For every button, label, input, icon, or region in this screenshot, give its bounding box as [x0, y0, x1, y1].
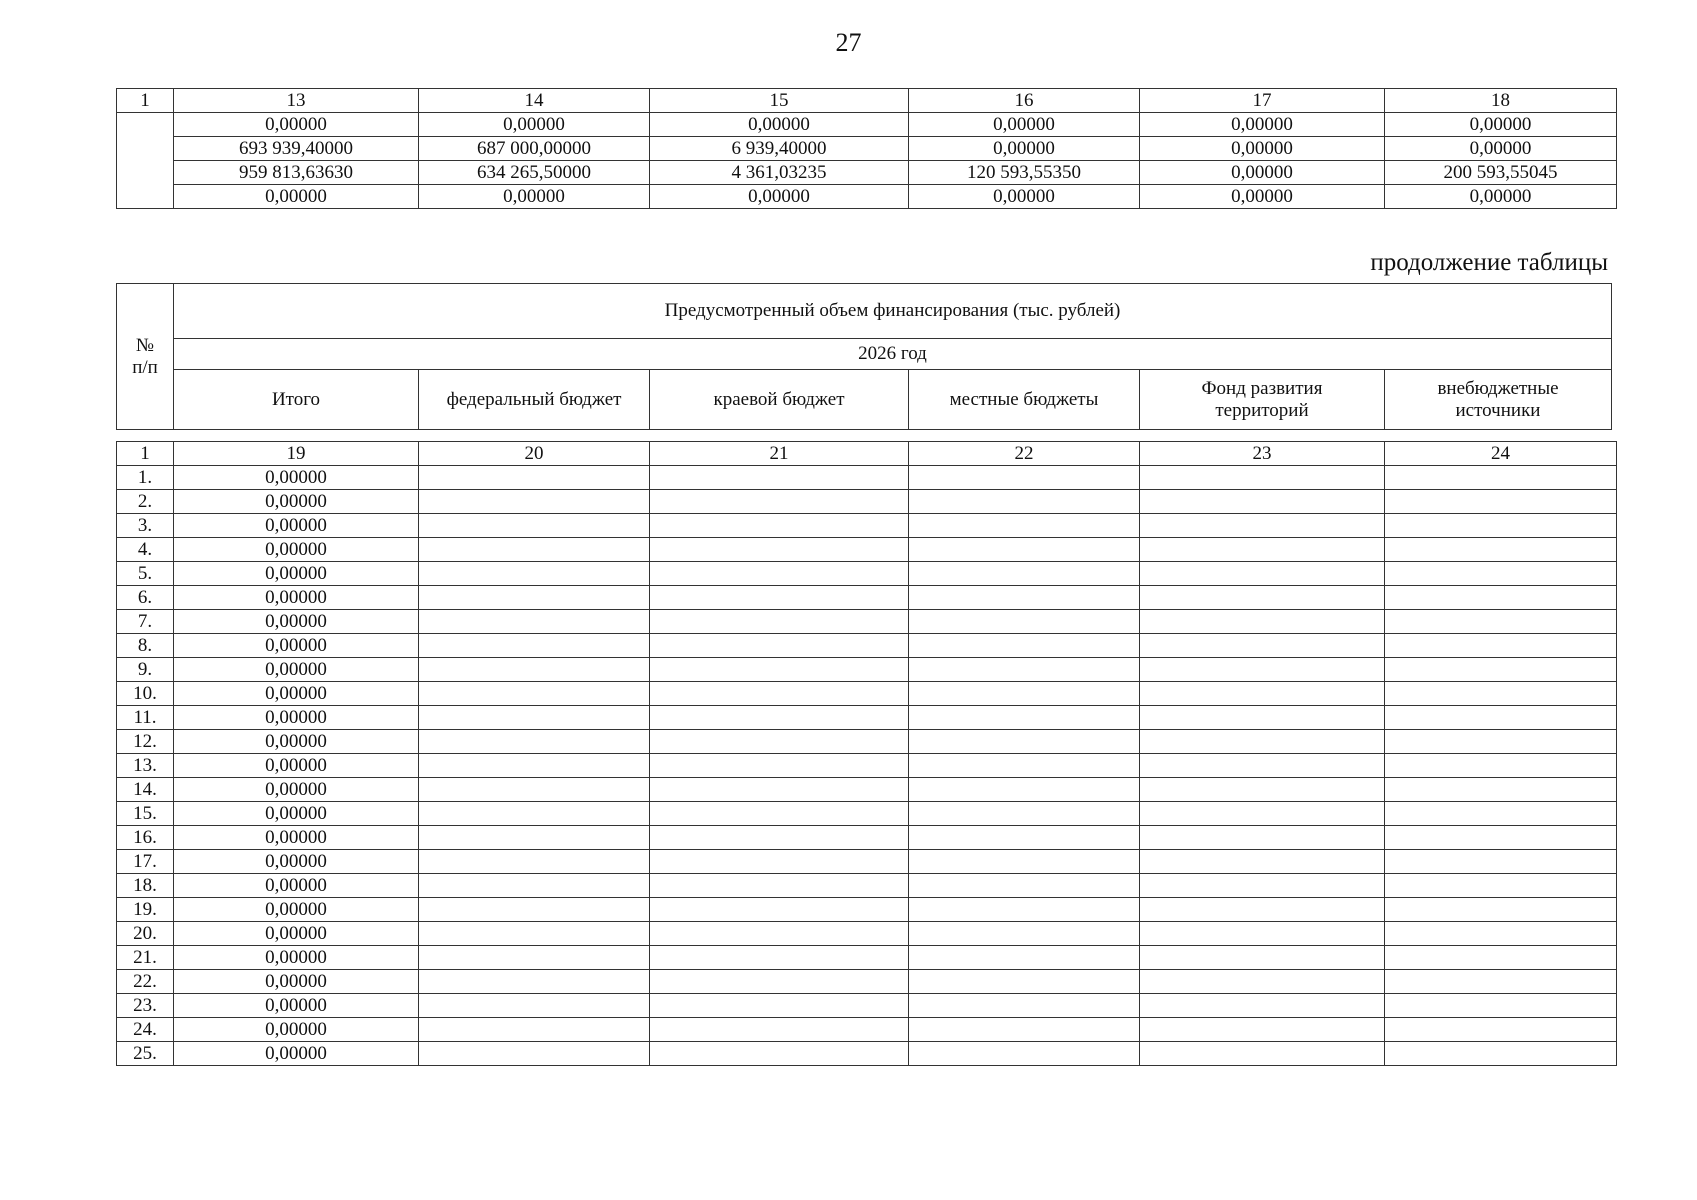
- table-cell: [650, 1018, 909, 1042]
- table-cell: [650, 826, 909, 850]
- table-cell: [1140, 826, 1385, 850]
- total-cell: 0,00000: [174, 610, 419, 634]
- row-number-cell: 2.: [117, 490, 174, 514]
- table-cell: [419, 970, 650, 994]
- table-cell: [1140, 922, 1385, 946]
- table-cell: 200 593,55045: [1385, 161, 1617, 185]
- table-cell: [419, 610, 650, 634]
- column-number-cell: 17: [1140, 89, 1385, 113]
- table-cell: [909, 466, 1140, 490]
- table-cell: [1140, 706, 1385, 730]
- table-cell: [909, 490, 1140, 514]
- table-cell: [650, 490, 909, 514]
- table-cell: [650, 946, 909, 970]
- column-number-cell: 1: [117, 442, 174, 466]
- table-row: [117, 586, 1617, 610]
- table-cell: [909, 1042, 1140, 1066]
- total-cell: 0,00000: [174, 538, 419, 562]
- total-cell: 0,00000: [174, 826, 419, 850]
- table-cell: 634 265,50000: [419, 161, 650, 185]
- table-cell: [650, 706, 909, 730]
- table-cell: [1385, 802, 1617, 826]
- total-cell: 0,00000: [174, 802, 419, 826]
- table-cell: [419, 466, 650, 490]
- table-cell: [1385, 538, 1617, 562]
- table-cell: [1140, 1042, 1385, 1066]
- table-cell: [650, 898, 909, 922]
- table-row: [117, 754, 1617, 778]
- table-cell: 0,00000: [174, 185, 419, 209]
- table-cell: 120 593,55350: [909, 161, 1140, 185]
- table-cell: [1385, 1042, 1617, 1066]
- table-row: [117, 562, 1617, 586]
- table-row: [117, 610, 1617, 634]
- table-cell: [909, 802, 1140, 826]
- funding-columns-row: [117, 370, 1612, 430]
- table-cell: 6 939,40000: [650, 137, 909, 161]
- table-cell: [1140, 1018, 1385, 1042]
- table-cell: [1140, 610, 1385, 634]
- table-cell: [419, 514, 650, 538]
- table-cell: [419, 994, 650, 1018]
- table-cell: 0,00000: [1140, 137, 1385, 161]
- table-row: [117, 113, 1617, 137]
- table-cell: [1140, 562, 1385, 586]
- row-number-cell: 9.: [117, 658, 174, 682]
- row-number-cell: 20.: [117, 922, 174, 946]
- table-cell: [909, 538, 1140, 562]
- total-cell: 0,00000: [174, 1018, 419, 1042]
- top-table: [116, 88, 1617, 209]
- table-cell: 0,00000: [1385, 137, 1617, 161]
- table-row: [117, 922, 1617, 946]
- table-row: [117, 161, 1617, 185]
- continuation-label: продолжение таблицы: [1370, 249, 1608, 276]
- table-cell: [909, 778, 1140, 802]
- table-cell: [650, 610, 909, 634]
- table-cell: [419, 562, 650, 586]
- table-row: [117, 970, 1617, 994]
- table-cell: [419, 706, 650, 730]
- table-row: [117, 538, 1617, 562]
- funding-column-header: местные бюджеты: [909, 370, 1140, 430]
- table-cell: [1385, 514, 1617, 538]
- column-number-cell: 24: [1385, 442, 1617, 466]
- table-cell: [1140, 466, 1385, 490]
- table-cell: [909, 514, 1140, 538]
- row-number-cell: 23.: [117, 994, 174, 1018]
- table-cell: [1385, 490, 1617, 514]
- table-cell: [909, 922, 1140, 946]
- table-cell: [1385, 850, 1617, 874]
- table-row: [117, 466, 1617, 490]
- table-cell: 0,00000: [1385, 185, 1617, 209]
- table-row: [117, 514, 1617, 538]
- table-cell: [909, 826, 1140, 850]
- table-row: [117, 682, 1617, 706]
- total-cell: 0,00000: [174, 490, 419, 514]
- table-cell: [419, 754, 650, 778]
- table-row: [117, 634, 1617, 658]
- table-cell: 693 939,40000: [174, 137, 419, 161]
- table-cell: [1385, 682, 1617, 706]
- merged-number-cell: [117, 113, 174, 209]
- total-cell: 0,00000: [174, 586, 419, 610]
- row-number-cell: 11.: [117, 706, 174, 730]
- table-cell: [1140, 850, 1385, 874]
- column-number-cell: 21: [650, 442, 909, 466]
- table-cell: [419, 1018, 650, 1042]
- total-cell: 0,00000: [174, 754, 419, 778]
- total-cell: 0,00000: [174, 850, 419, 874]
- table-cell: [1140, 538, 1385, 562]
- table-cell: [650, 562, 909, 586]
- header-table: [116, 283, 1612, 430]
- table-cell: [1140, 802, 1385, 826]
- table-row: [117, 137, 1617, 161]
- table-cell: [1140, 634, 1385, 658]
- table-cell: [419, 874, 650, 898]
- column-number-cell: 19: [174, 442, 419, 466]
- table-cell: [650, 922, 909, 946]
- row-number-cell: 13.: [117, 754, 174, 778]
- table-cell: [1385, 778, 1617, 802]
- table-cell: [1385, 730, 1617, 754]
- table-cell: [1385, 994, 1617, 1018]
- table-cell: [1385, 562, 1617, 586]
- funding-column-header: краевой бюджет: [650, 370, 909, 430]
- table-cell: [1140, 730, 1385, 754]
- funding-column-header: Итого: [174, 370, 419, 430]
- table-cell: [1385, 658, 1617, 682]
- table-cell: [650, 586, 909, 610]
- table-cell: [1140, 994, 1385, 1018]
- row-number-cell: 8.: [117, 634, 174, 658]
- table-row: [117, 490, 1617, 514]
- total-cell: 0,00000: [174, 922, 419, 946]
- table-cell: [650, 994, 909, 1018]
- table-row: [117, 730, 1617, 754]
- row-number-cell: 24.: [117, 1018, 174, 1042]
- column-number-cell: 13: [174, 89, 419, 113]
- table-cell: [909, 658, 1140, 682]
- total-cell: 0,00000: [174, 514, 419, 538]
- row-number-cell: 12.: [117, 730, 174, 754]
- table-cell: [1140, 754, 1385, 778]
- table-cell: [650, 730, 909, 754]
- table-cell: [1140, 658, 1385, 682]
- row-number-cell: 7.: [117, 610, 174, 634]
- row-number-cell: 21.: [117, 946, 174, 970]
- table-cell: [1385, 970, 1617, 994]
- row-number-cell: 6.: [117, 586, 174, 610]
- funding-column-header: внебюджетные источники: [1385, 370, 1612, 430]
- table-cell: [1140, 682, 1385, 706]
- table-cell: [650, 466, 909, 490]
- table-cell: [419, 778, 650, 802]
- table-cell: 0,00000: [1140, 161, 1385, 185]
- table-cell: [909, 730, 1140, 754]
- table-row: [117, 778, 1617, 802]
- table-cell: [650, 1042, 909, 1066]
- table-cell: [1385, 610, 1617, 634]
- table-cell: [1140, 898, 1385, 922]
- top-table-header-row: [117, 89, 1617, 113]
- year-header: 2026 год: [174, 339, 1612, 370]
- row-number-cell: 1.: [117, 466, 174, 490]
- table-cell: [419, 586, 650, 610]
- row-number-cell: 5.: [117, 562, 174, 586]
- table-cell: [650, 850, 909, 874]
- table-cell: [419, 802, 650, 826]
- row-number-cell: 14.: [117, 778, 174, 802]
- table-cell: [650, 802, 909, 826]
- funding-title: Предусмотренный объем финансирования (тыс. рублей): [174, 284, 1612, 339]
- table-row: [117, 1018, 1617, 1042]
- table-cell: [650, 658, 909, 682]
- table-cell: [909, 850, 1140, 874]
- table-cell: [419, 946, 650, 970]
- funding-column-header: федеральный бюджет: [419, 370, 650, 430]
- column-number-cell: 14: [419, 89, 650, 113]
- table-cell: [1385, 898, 1617, 922]
- column-number-cell: 16: [909, 89, 1140, 113]
- row-number-cell: 3.: [117, 514, 174, 538]
- main-table-body: [117, 442, 1617, 1066]
- table-cell: 0,00000: [650, 185, 909, 209]
- total-cell: 0,00000: [174, 778, 419, 802]
- table-row: [117, 994, 1617, 1018]
- table-cell: [1385, 586, 1617, 610]
- total-cell: 0,00000: [174, 946, 419, 970]
- table-cell: [909, 1018, 1140, 1042]
- table-cell: [650, 538, 909, 562]
- table-cell: [419, 682, 650, 706]
- column-number-cell: 18: [1385, 89, 1617, 113]
- table-cell: 0,00000: [1385, 113, 1617, 137]
- table-cell: [909, 634, 1140, 658]
- table-cell: [1385, 826, 1617, 850]
- table-cell: [650, 874, 909, 898]
- table-cell: 959 813,63630: [174, 161, 419, 185]
- table-row: [117, 826, 1617, 850]
- table-cell: 0,00000: [650, 113, 909, 137]
- table-cell: [1140, 778, 1385, 802]
- table-cell: [1385, 466, 1617, 490]
- table-cell: [419, 1042, 650, 1066]
- total-cell: 0,00000: [174, 970, 419, 994]
- row-number-cell: 22.: [117, 970, 174, 994]
- row-number-cell: 10.: [117, 682, 174, 706]
- table-row: [117, 874, 1617, 898]
- table-cell: [909, 586, 1140, 610]
- table-cell: [909, 970, 1140, 994]
- table-cell: [1385, 946, 1617, 970]
- row-number-cell: 17.: [117, 850, 174, 874]
- table-cell: [1140, 586, 1385, 610]
- table-cell: [1385, 922, 1617, 946]
- table-cell: [650, 682, 909, 706]
- total-cell: 0,00000: [174, 466, 419, 490]
- table-cell: [909, 562, 1140, 586]
- column-numbers-row: [117, 442, 1617, 466]
- table-cell: [1140, 514, 1385, 538]
- total-cell: 0,00000: [174, 562, 419, 586]
- row-number-cell: 19.: [117, 898, 174, 922]
- total-cell: 0,00000: [174, 898, 419, 922]
- total-cell: 0,00000: [174, 994, 419, 1018]
- table-cell: [1385, 634, 1617, 658]
- table-row: [117, 898, 1617, 922]
- table-cell: [909, 898, 1140, 922]
- table-cell: [909, 706, 1140, 730]
- table-cell: 0,00000: [909, 137, 1140, 161]
- page-number: 27: [835, 28, 862, 57]
- table-cell: 0,00000: [1140, 185, 1385, 209]
- table-cell: [909, 994, 1140, 1018]
- row-number-cell: 18.: [117, 874, 174, 898]
- total-cell: 0,00000: [174, 658, 419, 682]
- table-row: [117, 946, 1617, 970]
- table-cell: [419, 634, 650, 658]
- table-cell: [1140, 970, 1385, 994]
- table-row: [117, 706, 1617, 730]
- table-cell: [1385, 754, 1617, 778]
- table-cell: [419, 490, 650, 514]
- table-cell: [419, 538, 650, 562]
- table-cell: [419, 826, 650, 850]
- table-row: [117, 185, 1617, 209]
- table-cell: [1140, 490, 1385, 514]
- table-cell: [909, 754, 1140, 778]
- table-cell: [1385, 706, 1617, 730]
- total-cell: 0,00000: [174, 1042, 419, 1066]
- table-cell: 0,00000: [174, 113, 419, 137]
- table-cell: [419, 730, 650, 754]
- table-row: [117, 802, 1617, 826]
- table-cell: [650, 970, 909, 994]
- table-cell: 4 361,03235: [650, 161, 909, 185]
- table-cell: 0,00000: [1140, 113, 1385, 137]
- top-table-body: [117, 89, 1617, 209]
- row-number-cell: 25.: [117, 1042, 174, 1066]
- column-number-cell: 1: [117, 89, 174, 113]
- table-cell: [650, 514, 909, 538]
- row-number-cell: 4.: [117, 538, 174, 562]
- funding-column-header: Фонд развития территорий: [1140, 370, 1385, 430]
- table-cell: [419, 658, 650, 682]
- total-cell: 0,00000: [174, 730, 419, 754]
- table-row: [117, 1042, 1617, 1066]
- column-number-cell: 23: [1140, 442, 1385, 466]
- table-cell: [650, 754, 909, 778]
- total-cell: 0,00000: [174, 634, 419, 658]
- column-number-cell: 20: [419, 442, 650, 466]
- table-cell: [419, 850, 650, 874]
- total-cell: 0,00000: [174, 706, 419, 730]
- table-cell: 0,00000: [419, 113, 650, 137]
- table-row: [117, 658, 1617, 682]
- column-number-cell: 15: [650, 89, 909, 113]
- table-cell: [419, 922, 650, 946]
- table-cell: [650, 778, 909, 802]
- table-cell: [1140, 874, 1385, 898]
- table-cell: [909, 946, 1140, 970]
- table-row: [117, 850, 1617, 874]
- table-cell: 687 000,00000: [419, 137, 650, 161]
- table-cell: [419, 898, 650, 922]
- row-number-cell: 15.: [117, 802, 174, 826]
- table-cell: [909, 682, 1140, 706]
- table-cell: [1385, 874, 1617, 898]
- table-cell: [650, 634, 909, 658]
- total-cell: 0,00000: [174, 874, 419, 898]
- column-number-cell: 22: [909, 442, 1140, 466]
- table-cell: [909, 874, 1140, 898]
- table-cell: 0,00000: [909, 113, 1140, 137]
- table-cell: 0,00000: [909, 185, 1140, 209]
- table-cell: [1140, 946, 1385, 970]
- number-column-header: № п/п: [117, 284, 174, 430]
- table-cell: [909, 610, 1140, 634]
- main-table: [116, 441, 1617, 1066]
- row-number-cell: 16.: [117, 826, 174, 850]
- table-cell: [1385, 1018, 1617, 1042]
- total-cell: 0,00000: [174, 682, 419, 706]
- table-cell: 0,00000: [419, 185, 650, 209]
